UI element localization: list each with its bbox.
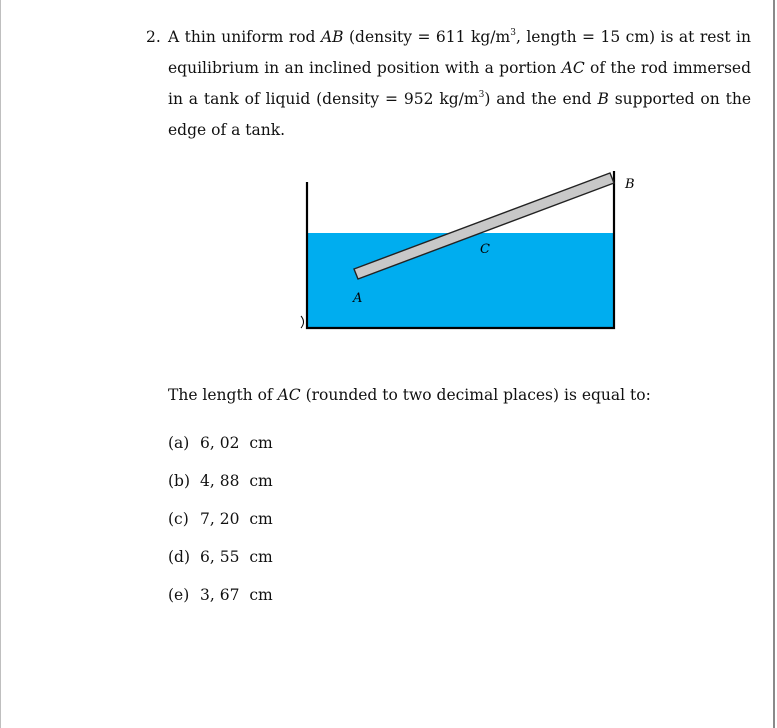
problem-line-1: A thin uniform rod AB (density = 611 $kg/m^3$, length = 15 cm) is at rest in [168, 28, 751, 46]
liquid [307, 233, 614, 328]
label-c: C [480, 242, 490, 257]
option-b[interactable]: (b) 4, 88 cm [168, 472, 273, 490]
label-a: A [353, 291, 363, 306]
problem-text [168, 22, 751, 146]
problem-number: 2. [146, 28, 161, 46]
tank-corner-mark [301, 316, 304, 328]
option-e[interactable]: (e) 3, 67 cm [168, 586, 273, 604]
tank-rod-diagram [290, 165, 650, 340]
option-d[interactable]: (d) 6, 55 cm [168, 548, 273, 566]
problem-statement [146, 22, 751, 146]
label-b: B [625, 177, 635, 192]
problem-line-2: equilibrium in an inclined position with a portion AC of the rod immersed [168, 59, 751, 77]
problem-line-3: in a tank of liquid (density = 952 $kg/m^3$) and the end B supported on the [168, 90, 751, 108]
question-text: The length of AC (rounded to two decimal places) is equal to: [168, 386, 651, 404]
problem-line-4: edge of a tank. [168, 121, 286, 139]
option-a[interactable]: (a) 6, 02 cm [168, 434, 273, 452]
answer-options [168, 432, 273, 622]
option-c[interactable]: (c) 7, 20 cm [168, 510, 273, 528]
